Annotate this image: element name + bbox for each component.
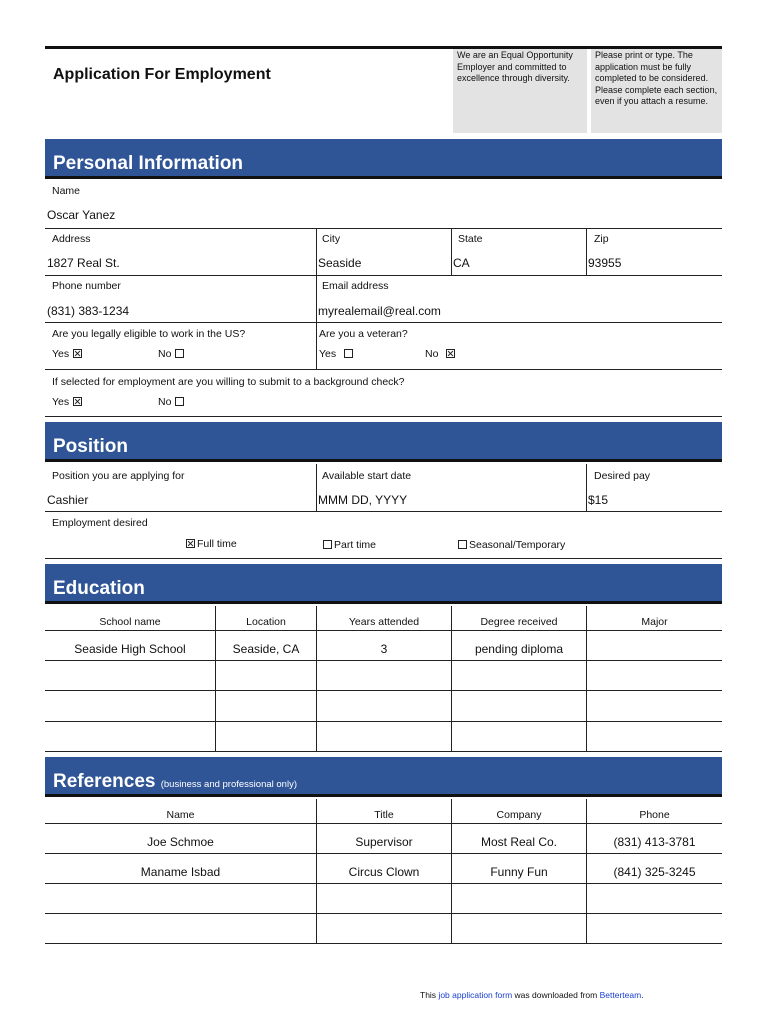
- divider: [45, 883, 722, 884]
- section-title: [53, 771, 297, 793]
- eligible-no-checkbox[interactable]: [175, 349, 184, 358]
- employment-label: Employment desired: [52, 517, 148, 529]
- table-cell[interactable]: Funny Fun: [490, 865, 548, 879]
- divider: [586, 228, 587, 276]
- yes-label: Yes: [319, 348, 337, 360]
- name-field[interactable]: Oscar Yanez: [47, 208, 116, 222]
- form-title: Application For Employment: [53, 66, 271, 83]
- divider: [45, 275, 722, 276]
- divider: [45, 721, 722, 722]
- veteran-no[interactable]: [425, 348, 455, 360]
- instructions-note: Please print or type. The application must be fully completed to be considered. Please complete each section, even if you attach a resume.: [591, 49, 722, 133]
- pay-label: Desired pay: [594, 470, 651, 482]
- col-ref-title: Title: [374, 809, 394, 821]
- table-cell[interactable]: (831) 413-3781: [613, 835, 696, 849]
- background-no[interactable]: [158, 396, 184, 408]
- table-cell[interactable]: Seaside High School: [74, 642, 186, 656]
- table-cell[interactable]: 3: [380, 642, 388, 656]
- name-label: Name: [52, 185, 81, 197]
- divider: [45, 511, 722, 512]
- col-location: Location: [246, 616, 286, 628]
- col-ref-company: Company: [496, 809, 542, 821]
- veteran-no-checkbox[interactable]: [446, 349, 455, 358]
- yes-label: Yes: [52, 396, 70, 408]
- zip-label: Zip: [594, 233, 609, 245]
- section-position: [45, 422, 722, 462]
- divider: [451, 228, 452, 276]
- phone-field[interactable]: (831) 383-1234: [47, 304, 130, 318]
- no-label: No: [158, 348, 172, 360]
- eligible-yes[interactable]: [52, 348, 82, 360]
- divider: [45, 416, 722, 417]
- applying-field[interactable]: Cashier: [47, 493, 89, 507]
- divider: [45, 228, 722, 229]
- background-yes[interactable]: [52, 396, 82, 408]
- email-label: Email address: [322, 280, 389, 292]
- city-label: City: [322, 233, 341, 245]
- divider: [45, 943, 722, 944]
- background-label: If selected for employment are you willing to submit to a background check?: [52, 376, 405, 388]
- table-cell[interactable]: Supervisor: [355, 835, 413, 849]
- table-cell[interactable]: Joe Schmoe: [147, 835, 214, 849]
- divider: [316, 606, 317, 751]
- no-label: No: [158, 396, 172, 408]
- zip-field[interactable]: 93955: [588, 256, 622, 270]
- eligible-no[interactable]: [158, 348, 184, 360]
- seasonal-checkbox[interactable]: [458, 540, 467, 549]
- col-major: Major: [641, 616, 668, 628]
- table-cell[interactable]: (841) 325-3245: [613, 865, 696, 879]
- eligible-label: Are you legally eligible to work in the US?: [52, 328, 246, 340]
- divider: [586, 799, 587, 943]
- veteran-yes[interactable]: [319, 348, 353, 360]
- section-education: [45, 564, 722, 604]
- part-time-checkbox[interactable]: [323, 540, 332, 549]
- references-note: (business and professional only): [160, 779, 297, 790]
- yes-label: Yes: [52, 348, 70, 360]
- divider: [45, 690, 722, 691]
- applying-label: Position you are applying for: [52, 470, 185, 482]
- footer-prefix: This: [420, 990, 437, 1000]
- footer-middle: was downloaded from: [514, 990, 598, 1000]
- betterteam-link[interactable]: Betterteam: [599, 990, 642, 1000]
- option-seasonal[interactable]: [458, 539, 565, 551]
- divider: [45, 558, 722, 559]
- divider: [451, 799, 452, 943]
- job-application-form-link[interactable]: job application form: [438, 990, 513, 1000]
- divider: [45, 823, 722, 824]
- no-label: No: [425, 348, 439, 360]
- section-references: [45, 757, 722, 797]
- divider: [45, 853, 722, 854]
- option-part-time[interactable]: [323, 539, 376, 551]
- divider: [45, 660, 722, 661]
- section-personal-information: [45, 139, 722, 179]
- full-time-checkbox[interactable]: [186, 539, 195, 548]
- address-label: Address: [52, 233, 91, 245]
- start-date-field[interactable]: MMM DD, YYYY: [318, 493, 408, 507]
- table-cell[interactable]: pending diploma: [474, 642, 564, 656]
- col-ref-name: Name: [166, 809, 195, 821]
- veteran-label: Are you a veteran?: [319, 328, 408, 340]
- start-label: Available start date: [322, 470, 412, 482]
- section-title: Position: [53, 436, 128, 457]
- divider: [316, 228, 317, 276]
- state-label: State: [458, 233, 483, 245]
- email-field[interactable]: myrealemail@real.com: [318, 304, 441, 318]
- col-ref-phone: Phone: [639, 809, 670, 821]
- option-label: Full time: [197, 538, 237, 550]
- section-title: Personal Information: [53, 153, 244, 174]
- address-field[interactable]: 1827 Real St.: [47, 256, 120, 270]
- col-school-name: School name: [99, 616, 161, 628]
- section-title: Education: [53, 578, 145, 599]
- divider: [586, 464, 587, 512]
- table-cell[interactable]: Circus Clown: [348, 865, 420, 879]
- background-yes-checkbox[interactable]: [73, 397, 82, 406]
- divider: [316, 464, 317, 512]
- divider: [215, 606, 216, 751]
- divider: [316, 799, 317, 943]
- table-cell[interactable]: Seaside, CA: [232, 642, 300, 656]
- option-label: Part time: [334, 539, 377, 551]
- divider: [45, 751, 722, 752]
- references-title: References: [53, 771, 156, 792]
- phone-label: Phone number: [52, 280, 121, 292]
- footer-suffix: .: [641, 990, 644, 1000]
- option-full-time[interactable]: [186, 538, 237, 550]
- veteran-yes-checkbox[interactable]: [344, 349, 353, 358]
- table-cell[interactable]: Most Real Co.: [480, 835, 558, 849]
- divider: [45, 369, 722, 370]
- col-degree: Degree received: [480, 616, 558, 628]
- background-no-checkbox[interactable]: [175, 397, 184, 406]
- footer-note: [420, 990, 644, 1000]
- option-label: Seasonal/Temporary: [469, 539, 566, 551]
- eeo-note: We are an Equal Opportunity Employer and committed to excellence through diversity.: [453, 49, 587, 133]
- state-field[interactable]: CA: [453, 256, 470, 270]
- divider: [45, 913, 722, 914]
- pay-field[interactable]: $15: [588, 493, 609, 507]
- divider: [45, 322, 722, 323]
- city-field[interactable]: Seaside: [318, 256, 362, 270]
- divider: [45, 630, 722, 631]
- table-cell[interactable]: Maname Isbad: [140, 865, 221, 879]
- divider: [451, 606, 452, 751]
- col-years: Years attended: [348, 616, 420, 628]
- eligible-yes-checkbox[interactable]: [73, 349, 82, 358]
- divider: [586, 606, 587, 751]
